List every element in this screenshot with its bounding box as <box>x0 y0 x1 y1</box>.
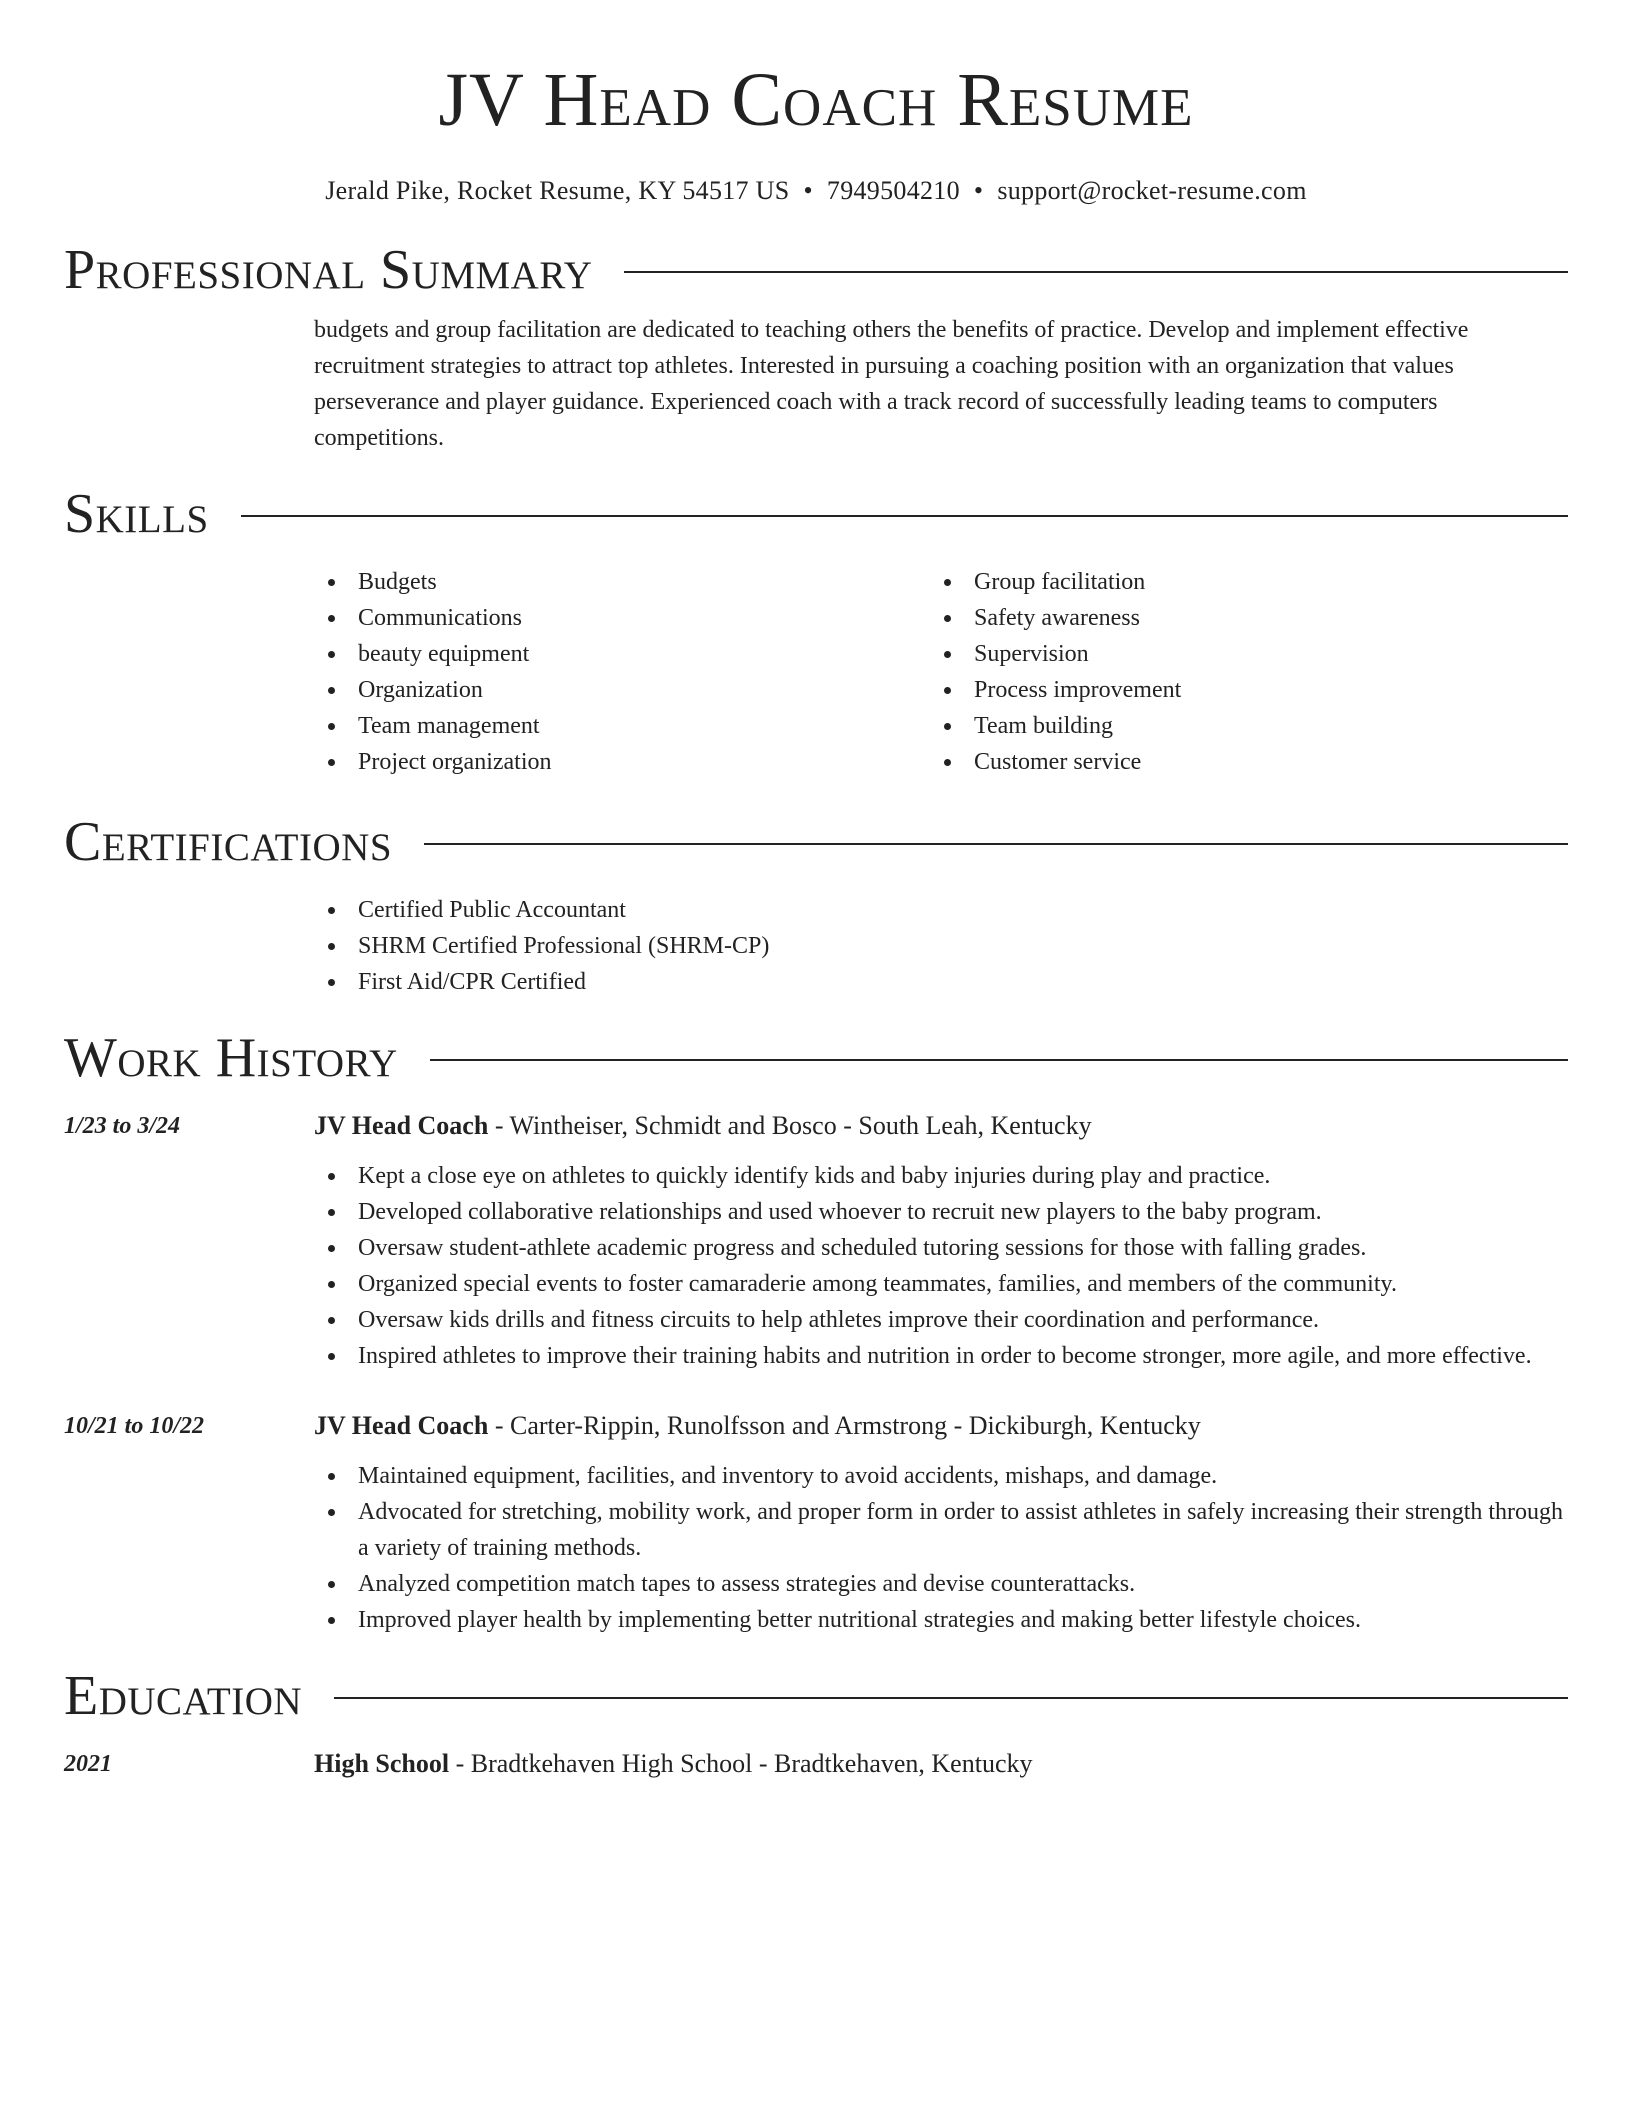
job-bullet: Advocated for stretching, mobility work, and proper form in order to assist athletes in safely increasing their strength through a variety of training methods. <box>314 1494 1568 1566</box>
education-entry <box>64 1746 1568 1782</box>
section-title-education: Education <box>64 1665 303 1727</box>
education-school: - Bradtkehaven High School - Bradtkehaven, Kentucky <box>449 1749 1033 1778</box>
job-bullet: Maintained equipment, facilities, and inventory to avoid accidents, mishaps, and damage. <box>314 1458 1568 1494</box>
education-date: 2021 <box>64 1751 112 1777</box>
education-section-header <box>64 1665 1568 1727</box>
section-title-summary: Professional Summary <box>64 239 593 301</box>
section-divider <box>334 1697 1568 1699</box>
job-employer: - Wintheiser, Schmidt and Bosco - South Leah, Kentucky <box>488 1111 1092 1140</box>
job-role: JV Head Coach <box>314 1111 489 1140</box>
work-section-header <box>64 1027 1568 1089</box>
job-entry <box>64 1108 1568 1374</box>
job-date: 10/21 to 10/22 <box>64 1413 205 1439</box>
job-employer: - Carter-Rippin, Runolfsson and Armstrong - Dickiburgh, Kentucky <box>488 1411 1201 1440</box>
job-details <box>314 1408 1568 1638</box>
section-divider <box>424 843 1568 845</box>
education-degree: High School <box>314 1749 450 1778</box>
skills-grid <box>314 564 1568 780</box>
job-bullet: Developed collaborative relationships and used whoever to recruit new players to the baby program. <box>314 1194 1568 1230</box>
contact-line <box>64 176 1568 206</box>
job-bullet: Organized special events to foster camaraderie among teammates, families, and members of the community. <box>314 1266 1568 1302</box>
job-bullet: Analyzed competition match tapes to assess strategies and devise counterattacks. <box>314 1566 1568 1602</box>
contact-phone: 7949504210 <box>826 176 960 205</box>
job-date: 1/23 to 3/24 <box>64 1113 181 1139</box>
skill-item: Customer service <box>930 744 1546 780</box>
contact-address: Jerald Pike, Rocket Resume, KY 54517 US <box>325 176 790 205</box>
section-title-certifications: Certifications <box>64 811 393 873</box>
contact-email: support@rocket-resume.com <box>997 176 1307 205</box>
certification-item: SHRM Certified Professional (SHRM-CP) <box>314 928 1568 964</box>
summary-section-header <box>64 239 1568 301</box>
skill-item: Process improvement <box>930 672 1546 708</box>
job-bullet: Improved player health by implementing better nutritional strategies and making better lifestyle choices. <box>314 1602 1568 1638</box>
skills-list-right <box>930 564 1546 780</box>
job-bullets <box>314 1158 1568 1374</box>
job-header <box>314 1108 1568 1144</box>
certifications-list <box>314 892 1568 1000</box>
certification-item: First Aid/CPR Certified <box>314 964 1568 1000</box>
job-role: JV Head Coach <box>314 1411 489 1440</box>
job-details <box>314 1108 1568 1374</box>
skill-item: Team building <box>930 708 1546 744</box>
section-divider <box>624 271 1568 273</box>
skill-item: Budgets <box>314 564 930 600</box>
certification-item: Certified Public Accountant <box>314 892 1568 928</box>
section-title-work: Work History <box>64 1027 398 1089</box>
job-bullets <box>314 1458 1568 1638</box>
resume-title: JV Head Coach Resume <box>438 58 1194 142</box>
education-details <box>314 1746 1568 1782</box>
skill-item: beauty equipment <box>314 636 930 672</box>
job-header <box>314 1408 1568 1444</box>
job-bullet: Kept a close eye on athletes to quickly identify kids and baby injuries during play and practice. <box>314 1158 1568 1194</box>
skill-item: Team management <box>314 708 930 744</box>
skills-section-header <box>64 483 1568 545</box>
summary-text: budgets and group facilitation are dedicated to teaching others the benefits of practice. Develop and implement effective recruitment strategies to attract top athletes. Interested in pursuing a coaching position with an organization that values perseverance and player guidance. Experienced coach with a track record of successfully leading teams to computers competitions. <box>314 317 1469 451</box>
job-bullet: Oversaw student-athlete academic progress and scheduled tutoring sessions for those with falling grades. <box>314 1230 1568 1266</box>
job-entry <box>64 1408 1568 1638</box>
section-title-skills: Skills <box>64 483 209 545</box>
skill-item: Supervision <box>930 636 1546 672</box>
skill-item: Group facilitation <box>930 564 1546 600</box>
skill-item: Safety awareness <box>930 600 1546 636</box>
job-bullet: Oversaw kids drills and fitness circuits to help athletes improve their coordination and performance. <box>314 1302 1568 1338</box>
contact-separator: • <box>973 176 984 205</box>
skill-item: Project organization <box>314 744 930 780</box>
skill-item: Organization <box>314 672 930 708</box>
education-header <box>314 1746 1568 1782</box>
section-divider <box>241 515 1568 517</box>
job-bullet: Inspired athletes to improve their training habits and nutrition in order to become stronger, more agile, and more effective. <box>314 1338 1568 1374</box>
skill-item: Communications <box>314 600 930 636</box>
certifications-section-header <box>64 811 1568 873</box>
section-divider <box>430 1059 1568 1061</box>
contact-separator: • <box>803 176 813 205</box>
skills-list-left <box>314 564 930 780</box>
